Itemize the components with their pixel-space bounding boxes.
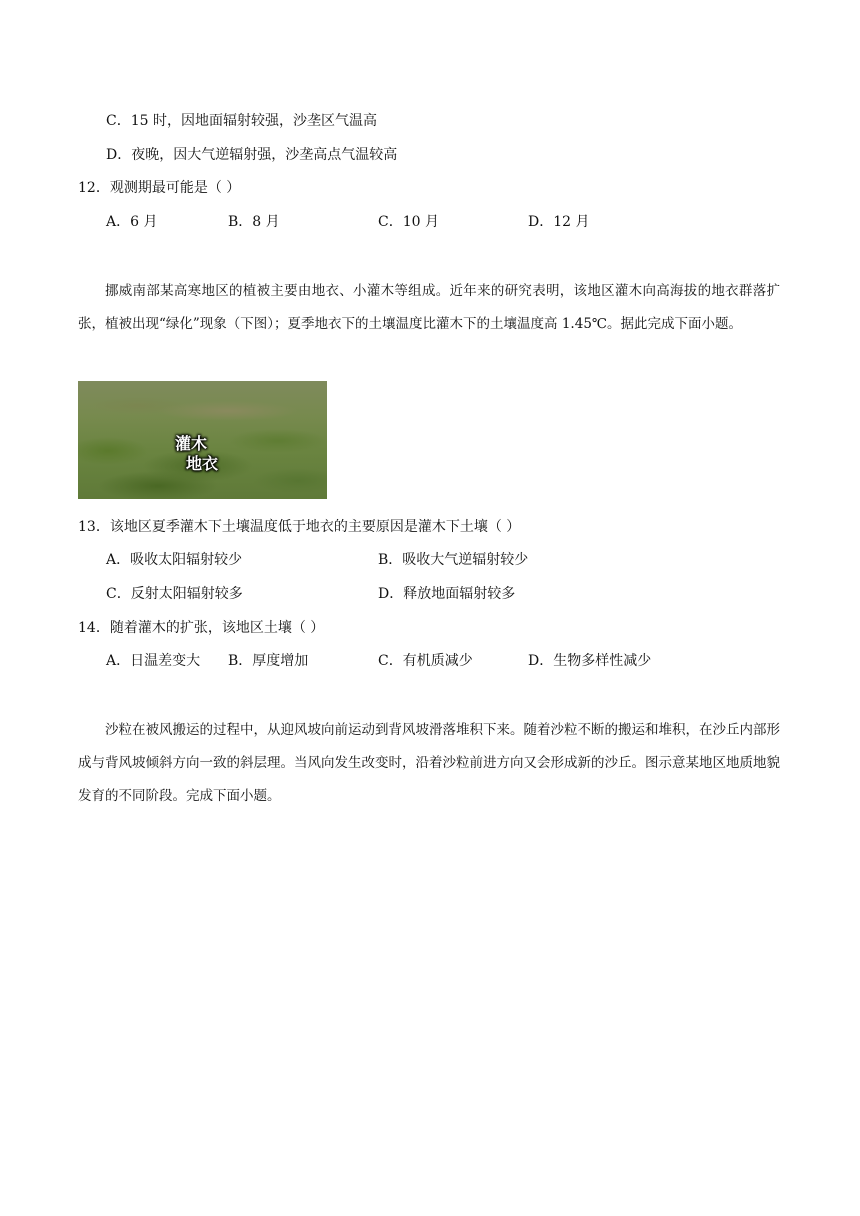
q11-option-c: C．15 时，因地面辐射较强，沙垄区气温高 [106, 113, 377, 129]
q14-option-a: A．日温差变大 [106, 653, 201, 669]
vegetation-photo [78, 381, 327, 499]
q12-option-b: B．8 月 [228, 214, 280, 230]
passage-vegetation-text: 挪威南部某高寒地区的植被主要由地衣、小灌木等组成。近年来的研究表明，该地区灌木向高海拔的地衣群落扩张，植被出现“绿化”现象（下图）；夏季地衣下的土壤温度比灌木下的土壤温度高 1.45℃。据此完成下面小题。 [78, 283, 780, 332]
q12-option-c: C．10 月 [378, 214, 439, 230]
q14-option-c: C．有机质减少 [378, 653, 473, 669]
q12-option-d: D．12 月 [528, 214, 590, 230]
passage-sand-dune-text: 沙粒在被风搬运的过程中，从迎风坡向前运动到背风坡滑落堆积下来。随着沙粒不断的搬运和堆积，在沙丘内部形成与背风坡倾斜方向一致的斜层理。当风向发生改变时，沿着沙粒前进方向又会形成新的沙丘。图示意某地区地质地貌发育的不同阶段。完成下面小题。 [78, 722, 780, 804]
q13-option-a: A．吸收太阳辐射较少 [106, 552, 243, 568]
q14-option-b: B．厚度增加 [228, 653, 309, 669]
passage-vegetation [78, 275, 780, 341]
q13-stem: 13．该地区夏季灌木下土壤温度低于地衣的主要原因是灌木下土壤（ ） [78, 519, 521, 535]
q14-option-d: D．生物多样性减少 [528, 653, 652, 669]
q12-option-a: A．6 月 [106, 214, 158, 230]
q13-option-b: B．吸收大气逆辐射较少 [378, 552, 529, 568]
q11-option-d: D．夜晚，因大气逆辐射强，沙垄高点气温较高 [106, 147, 398, 163]
q13-option-d: D．释放地面辐射较多 [378, 586, 516, 602]
q12-stem: 12．观测期最可能是（ ） [78, 180, 241, 196]
photo-label-shrub: 灌木 [175, 434, 208, 453]
q14-stem: 14．随着灌木的扩张，该地区土壤（ ） [78, 620, 325, 636]
passage-sand-dune [78, 714, 780, 813]
q13-option-c: C．反射太阳辐射较多 [106, 586, 243, 602]
photo-label-lichen: 地衣 [186, 454, 219, 473]
